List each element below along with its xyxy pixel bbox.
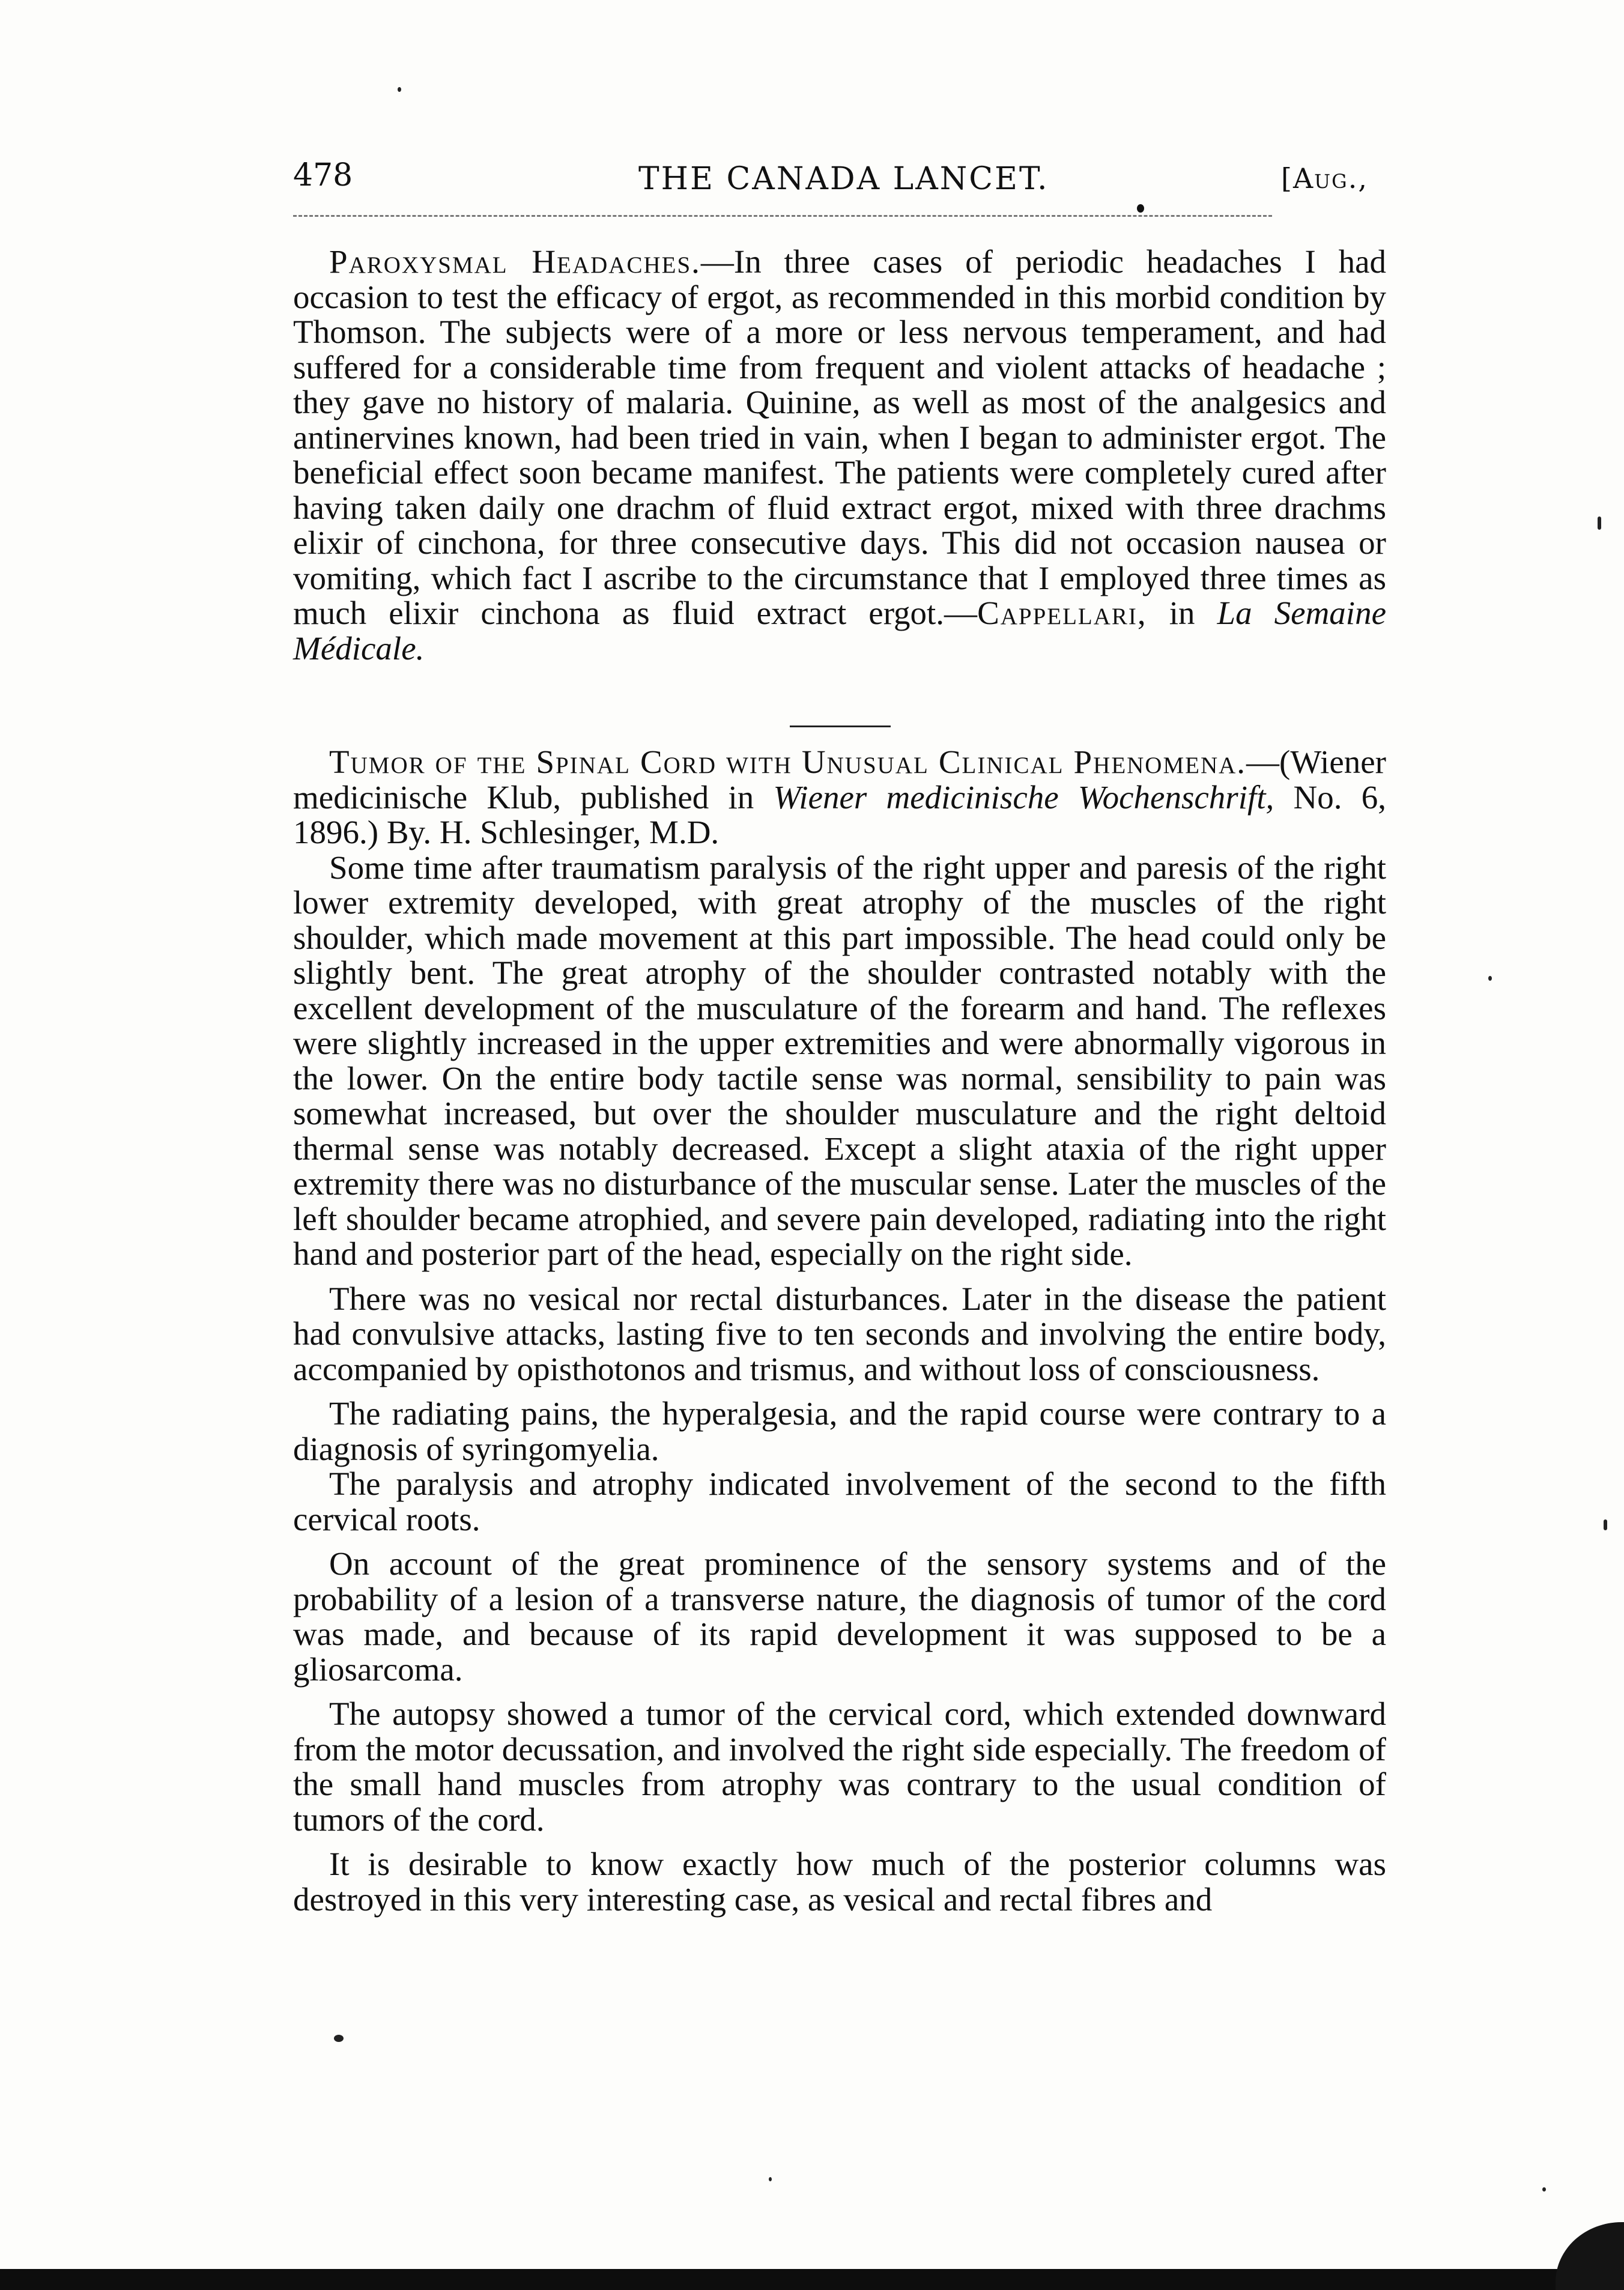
page-number: 478: [293, 157, 353, 193]
article-text-connector: in: [1147, 595, 1217, 631]
article-author: Cappellari,: [977, 595, 1147, 631]
ink-speck: [1137, 204, 1144, 213]
ink-speck: [1542, 2187, 1546, 2192]
header-rule: [293, 215, 1272, 217]
article-source: La Semaine Médicale.: [293, 595, 1386, 667]
article-paroxysmal-headaches: [293, 244, 1386, 666]
article-paragraph: Some time after traumatism paralysis of the right upper and paresis of the right lower extremity developed, with great atrophy of the muscles of the right shoulder, which made movement at this part impossible. The head could only be slightly bent. The great atrophy of the shoulder contrasted notably with the excellent development of the musculature of the forearm and hand. The reflexes were slightly increased in the upper extremities and were abnormally vigorous in the lower. On the entire body tactile sense was normal, sensibility to pain was somewhat increased, but over the shoulder musculature and the right deltoid thermal sense was notably decreased. Except a slight ataxia of the right upper extremity there was no disturbance of the muscular sense. Later the muscles of the left shoulder became atrophied, and severe pain developed, radiating into the right hand and posterior part of the head, especially on the right side.: [293, 849, 1386, 1272]
running-header: [293, 157, 1392, 199]
journal-title: THE CANADA LANCET.: [638, 161, 1049, 197]
section-divider: [790, 725, 891, 727]
article-paragraph: On account of the great prominence of the sensory systems and of the probability of a lesion of a transverse nature, the diagnosis of tumor of the cord was made, and because of its rapid development it was supposed to be a gliosarcoma.: [293, 1545, 1386, 1688]
article-citation: [293, 745, 1386, 850]
ink-speck: [1488, 976, 1492, 981]
article-paragraph: [293, 244, 1386, 666]
ink-speck: [769, 2177, 772, 2181]
article-paragraph: It is desirable to know exactly how much of the posterior columns was destroyed in this very interesting case, as vesical and rectal fibres and: [293, 1846, 1386, 1918]
article-heading: Tumor of the Spinal Cord with Unusual Clinical Phenomena.: [329, 744, 1247, 780]
ink-speck: [1604, 1519, 1607, 1530]
ink-speck: [398, 87, 401, 92]
article-heading: Paroxysmal Headaches.: [329, 243, 701, 280]
citation-text: —(Wiener medicinische Klub, published in: [293, 744, 1386, 816]
article-text: —In three cases of periodic headaches I had occasion to test the efficacy of ergot, as recommended in this morbid condition by Thomson. The subjects were of a more or less nervous temperament, and had suffered for a considerable time from frequent and violent attacks of headache ; they gave no history of malaria. Quinine, as well as most of the analgesics and antinervines known, had been tried in vain, when I began to administer ergot. The beneficial effect soon became manifest. The patients were completely cured after having taken daily one drachm of fluid extract ergot, mixed with three drachms elixir of cinchona, for three consecutive days. This did not occasion nausea or vomiting, which fact I ascribe to the circumstance that I employed three times as much elixir cinchona as fluid extract ergot.—: [293, 243, 1387, 631]
citation-journal: Wiener medicinische Wochenschrift,: [773, 778, 1274, 816]
ink-speck: [334, 2035, 344, 2042]
page-curl: [1556, 2222, 1624, 2290]
article-paragraph: The autopsy showed a tumor of the cervical cord, which extended downward from the motor decussation, and involved the right side especially. The freedom of the small hand muscles from atrophy was contrary to the usual condition of tumors of the cord.: [293, 1695, 1386, 1838]
article-spinal-cord-tumor: [293, 745, 1386, 1917]
scan-edge: [0, 2269, 1624, 2290]
article-paragraph: The radiating pains, the hyperalgesia, and the rapid course were contrary to a diagnosis of syringomyelia.: [293, 1395, 1386, 1467]
ink-speck: [1598, 516, 1601, 530]
article-paragraph: The paralysis and atrophy indicated involvement of the second to the fifth cervical roots.: [293, 1465, 1386, 1537]
issue-month: [Aug.,: [1281, 162, 1368, 195]
citation-text: No. 6, 1896.) By. H. Schlesinger, M.D.: [293, 778, 1386, 850]
article-paragraph: There was no vesical nor rectal disturbances. Later in the disease the patient had convulsive attacks, lasting five to ten seconds and involving the entire body, accompanied by opisthotonos and trismus, and without loss of consciousness.: [293, 1280, 1386, 1387]
